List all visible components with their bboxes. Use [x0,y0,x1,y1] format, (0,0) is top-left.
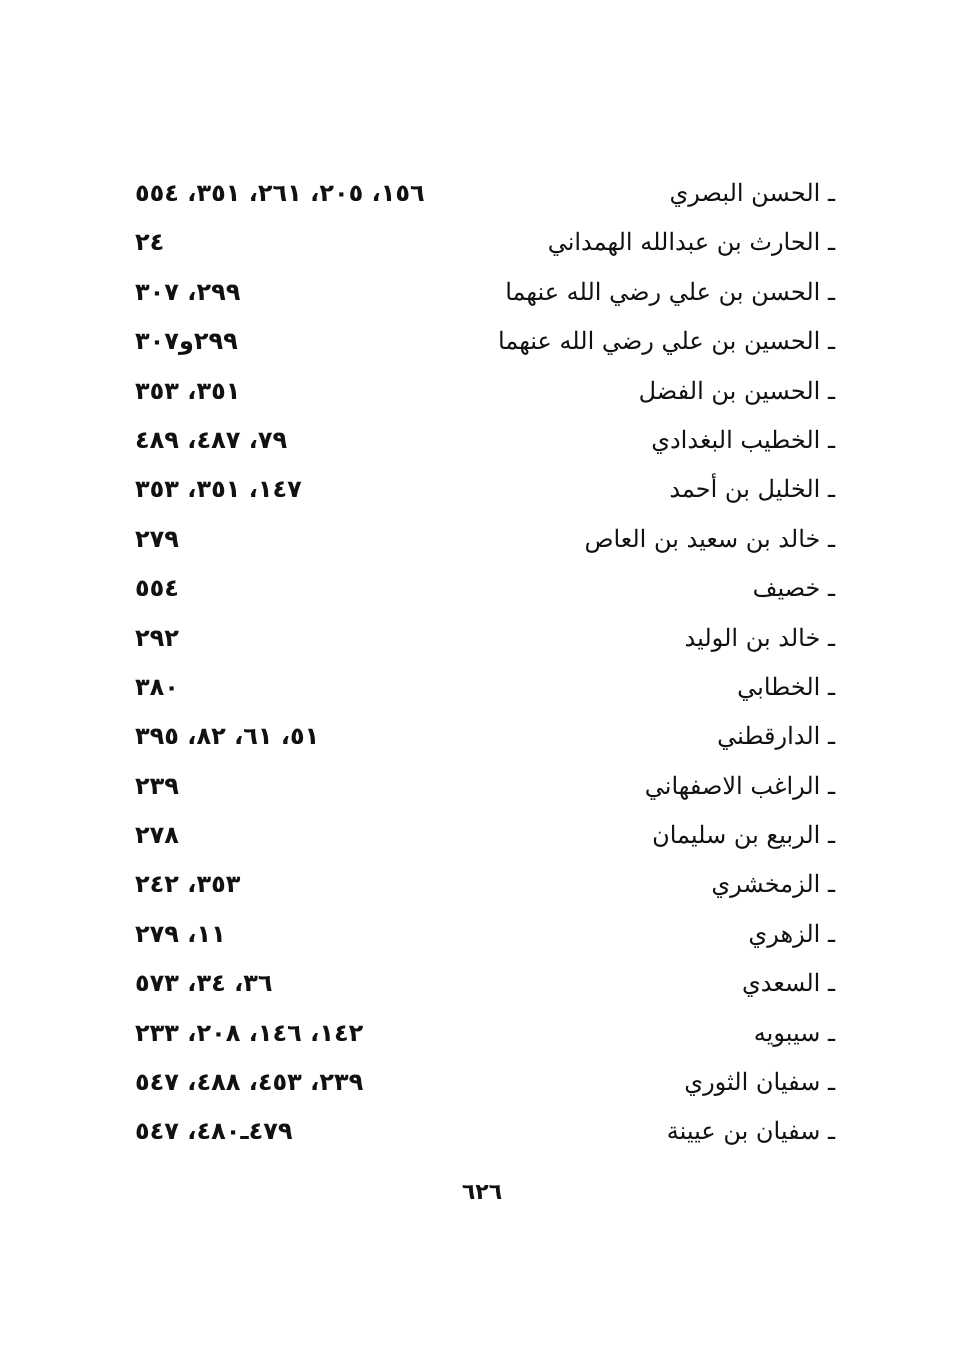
entry-name: ـ الحسين بن علي رضي الله عنهما [498,327,835,356]
index-entry [125,565,835,614]
index-entry [125,713,835,762]
page-number: ٦٢٦ [461,1180,503,1205]
index-entry [125,318,835,367]
entry-page-refs: ٣٨٠ [135,672,179,701]
entry-name: ـ الزمخشري [711,870,835,899]
index-entry [125,1059,835,1108]
index-entry [125,960,835,1009]
entry-name: ـ الربيع بن سليمان [652,821,835,850]
entry-name: ـ سفيان بن عيينة [666,1117,835,1146]
entry-page-refs: ٣٥١، ٣٥٣ [135,376,241,405]
index-entry [125,664,835,713]
index-entry [125,466,835,515]
entry-page-refs: ١٤٧، ٣٥١، ٣٥٣ [135,475,302,504]
entry-page-refs: ٢٩٩، ٣٠٧ [135,277,241,306]
index-entry [125,368,835,417]
index-entry [125,615,835,664]
entry-page-refs: ٧٩، ٤٨٧، ٤٨٩ [135,425,288,454]
entry-page-refs: ٢٩٩و٣٠٧ [135,327,238,356]
entry-page-refs: ٣٦، ٣٤، ٥٧٣ [135,969,273,998]
index-entry [125,861,835,910]
entry-name: ـ الحسن البصري [669,179,835,207]
index-entry [125,812,835,861]
entry-page-refs: ١٥٦، ٢٠٥، ٢٦١، ٣٥١، ٥٥٤ [135,179,425,207]
index-entry [125,417,835,466]
entry-name: ـ الزهري [748,919,835,948]
entry-name: ـ خصيف [752,574,835,603]
entry-name: ـ سفيان الثوري [684,1068,835,1097]
index-entry [125,763,835,812]
entry-page-refs: ٢٤ [135,228,165,257]
index-entry [125,219,835,268]
entry-page-refs: ٥١، ٦١، ٨٢، ٣٩٥ [135,722,320,751]
entry-page-refs: ٢٧٨ [135,821,179,850]
entry-name: ـ الدارقطني [717,722,835,751]
entry-name: ـ خالد بن سعيد بن العاص [584,524,835,553]
entry-page-refs: ٢٩٢ [135,623,179,652]
entry-page-refs: ٣٥٣، ٢٤٢ [135,870,241,899]
entry-name: ـ الراغب الاصفهاني [644,771,835,800]
entry-name: ـ الحارث بن عبدالله الهمداني [547,228,835,257]
name-index-list [125,170,835,1158]
entry-page-refs: ٤٧٩ـ٤٨٠، ٥٤٧ [135,1117,293,1146]
entry-page-refs: ٢٣٩، ٤٥٣، ٤٨٨، ٥٤٧ [135,1068,364,1097]
index-entry [125,1010,835,1059]
entry-name: ـ الخطابي [737,672,835,701]
entry-name: ـ السعدي [741,969,835,998]
entry-name: ـ الحسين بن الفضل [638,376,835,405]
entry-page-refs: ١١، ٢٧٩ [135,919,226,948]
index-entry [125,1108,835,1157]
entry-page-refs: ٢٣٩ [135,771,179,800]
index-entry [125,269,835,318]
entry-page-refs: ١٤٢، ١٤٦، ٢٠٨، ٢٣٣ [135,1018,364,1047]
index-entry [125,911,835,960]
entry-name: ـ الخليل بن أحمد [669,475,835,504]
index-entry [125,516,835,565]
entry-name: ـ الخطيب البغدادي [651,425,835,454]
entry-page-refs: ٢٧٩ [135,524,179,553]
entry-name: ـ الحسن بن علي رضي الله عنهما [505,277,835,306]
entry-name: ـ سيبويه [753,1018,835,1047]
entry-page-refs: ٥٥٤ [135,574,179,603]
entry-name: ـ خالد بن الوليد [684,623,835,652]
index-entry [125,170,835,219]
